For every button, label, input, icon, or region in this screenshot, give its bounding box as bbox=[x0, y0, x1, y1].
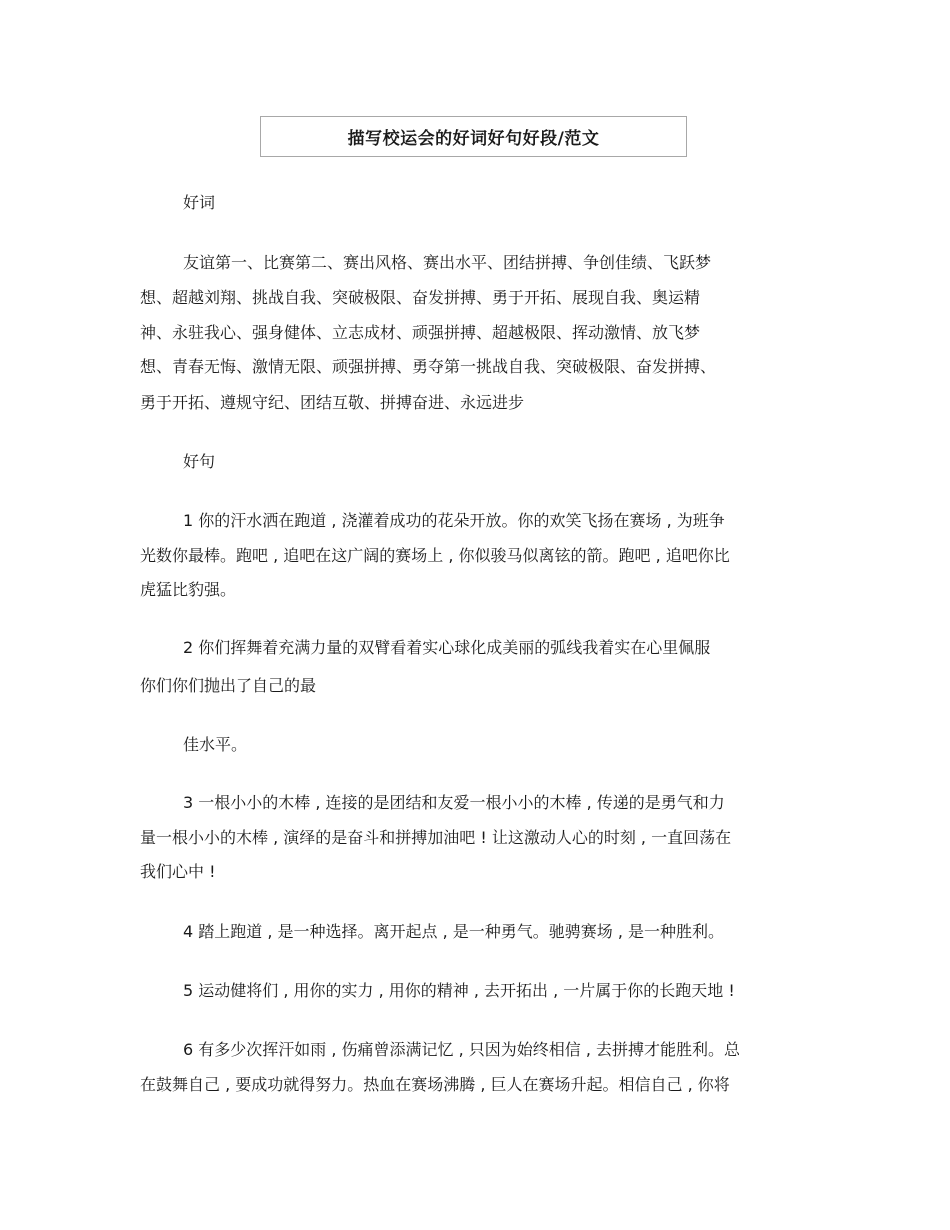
sentence-3-line: 3 一根小小的木棒 , 连接的是团结和友爱一根小小的木棒 , 传递的是勇气和力 bbox=[183, 793, 725, 812]
document-title: 描写校运会的好词好句好段/范文 bbox=[347, 129, 600, 149]
document-title-box bbox=[260, 116, 687, 157]
words-line: 想、超越刘翔、挑战自我、突破极限、奋发拼搏、勇于开拓、展现自我、奥运精 bbox=[140, 288, 701, 307]
words-line: 想、青春无悔、激情无限、顽强拼搏、勇夺第一挑战自我、突破极限、奋发拼搏、 bbox=[140, 357, 717, 376]
sentence-6-line: 6 有多少次挥汗如雨 , 伤痛曾添满记忆 , 只因为始终相信 , 去拼搏才能胜利。总 bbox=[183, 1040, 741, 1059]
words-line: 勇于开拓、遵规守纪、团结互敬、拼搏奋进、永远进步 bbox=[140, 393, 525, 412]
sentence-1-line: 1 你的汗水洒在跑道 , 浇灌着成功的花朵开放。你的欢笑飞扬在赛场 , 为班争 bbox=[183, 511, 725, 530]
sentence-1-line: 光数你最棒。跑吧 , 追吧在这广阔的赛场上 , 你似骏马似离铉的箭。跑吧 , 追吧你比 bbox=[140, 546, 730, 565]
sentence-1-line: 虎猛比豹强。 bbox=[140, 580, 237, 599]
sentence-2-line: 2 你们挥舞着充满力量的双臂看着实心球化成美丽的弧线我着实在心里佩服 bbox=[183, 638, 711, 657]
sentence-5: 5 运动健将们 , 用你的实力 , 用你的精神 , 去开拓出 , 一片属于你的长跑天地 ! bbox=[183, 981, 735, 1000]
sentence-4: 4 踏上跑道 , 是一种选择。离开起点 , 是一种勇气。驰骋赛场 , 是一种胜利。 bbox=[183, 922, 725, 941]
sentence-3-line: 量一根小小的木棒 , 演绎的是奋斗和拼搏加油吧 ! 让这激动人心的时刻 , 一直回荡在 bbox=[140, 828, 732, 847]
sentence-2-line: 你们你们抛出了自己的最 bbox=[140, 676, 317, 695]
sentence-2-continuation: 佳水平。 bbox=[183, 735, 248, 754]
words-heading: 好词 bbox=[183, 193, 216, 212]
sentence-6-line: 在鼓舞自己 , 要成功就得努力。热血在赛场沸腾 , 巨人在赛场升起。相信自己 , 你将 bbox=[140, 1075, 730, 1094]
sentences-heading: 好句 bbox=[183, 452, 216, 471]
sentence-3-line: 我们心中 ! bbox=[140, 862, 216, 881]
words-line: 神、永驻我心、强身健体、立志成材、顽强拼搏、超越极限、挥动激情、放飞梦 bbox=[140, 323, 701, 342]
words-line: 友谊第一、比赛第二、赛出风格、赛出水平、团结拼搏、争创佳绩、飞跃梦 bbox=[183, 253, 712, 272]
